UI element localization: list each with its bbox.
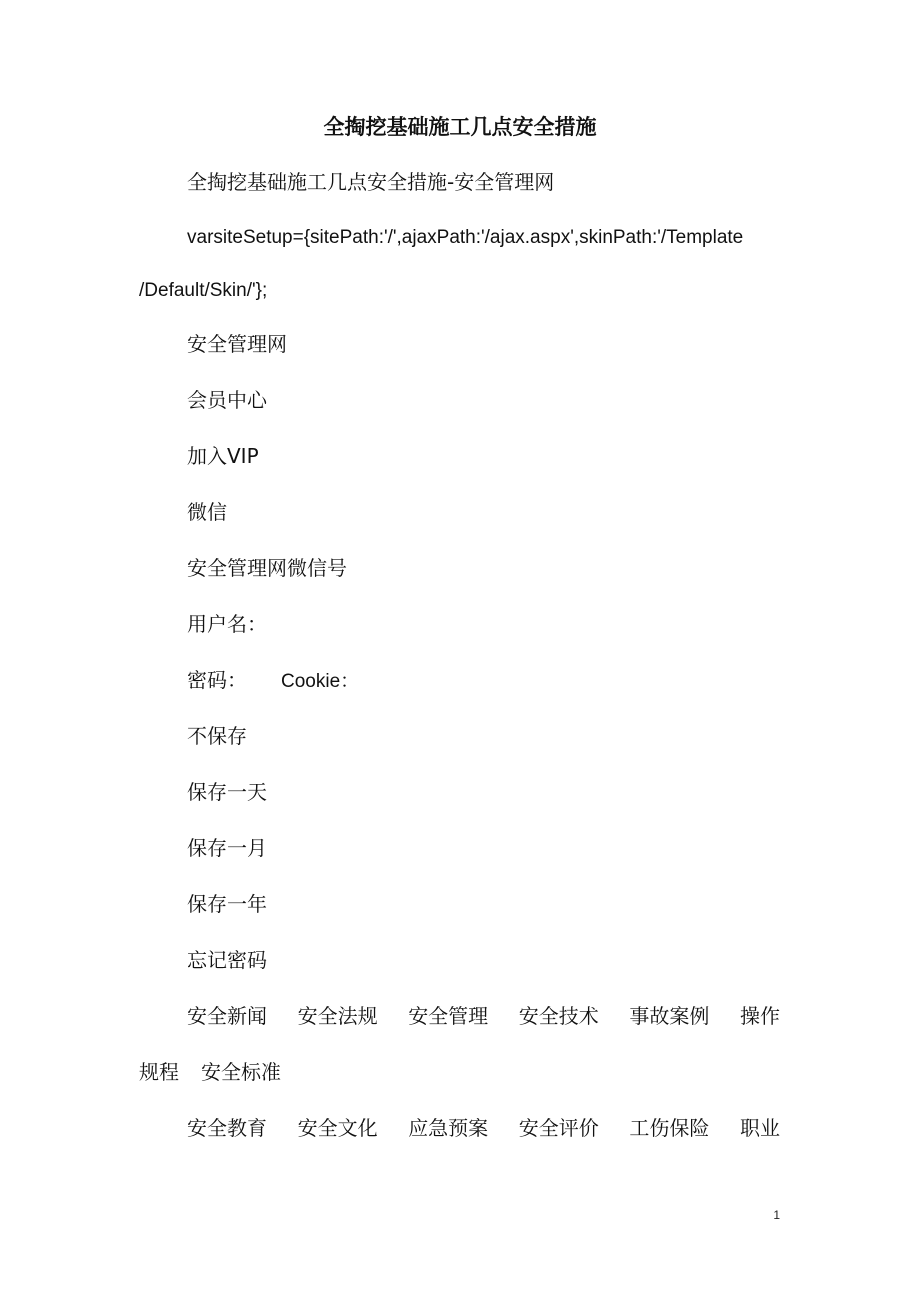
nav-item-work-injury-insurance[interactable]: 工伤保险	[629, 1116, 710, 1140]
page-title: 全掏挖基础施工几点安全措施	[323, 115, 597, 139]
nav-row-1	[187, 1001, 780, 1031]
cookie-label: Cookie：	[281, 671, 360, 692]
wechat-account-text: 安全管理网微信号	[187, 556, 347, 580]
page-number: 1	[773, 1208, 780, 1222]
nav-item-safety-news[interactable]: 安全新闻	[187, 1004, 267, 1028]
cookie-option-none[interactable]: 不保存	[187, 724, 247, 748]
nav-item-safety-evaluation[interactable]: 安全评价	[518, 1116, 599, 1140]
nav-item-safety-technology[interactable]: 安全技术	[518, 1004, 599, 1028]
cookie-option-day[interactable]: 保存一天	[187, 780, 267, 804]
member-center-link[interactable]: 会员中心	[187, 388, 267, 412]
wechat-link[interactable]: 微信	[187, 500, 227, 524]
site-name-link[interactable]: 安全管理网	[187, 332, 287, 356]
nav-item-occupational[interactable]: 职业	[739, 1116, 780, 1140]
cookie-option-year[interactable]: 保存一年	[187, 892, 267, 916]
nav-item-emergency-plan[interactable]: 应急预案	[408, 1116, 489, 1140]
nav-row-2	[187, 1113, 780, 1143]
cookie-option-month[interactable]: 保存一月	[187, 836, 267, 860]
forgot-password-link[interactable]: 忘记密码	[187, 948, 267, 972]
nav-row-1-continued	[139, 1057, 281, 1087]
subtitle: 全掏挖基础施工几点安全措施-安全管理网	[187, 170, 555, 194]
nav-item-accident-cases[interactable]: 事故案例	[629, 1004, 710, 1028]
username-label: 用户名：	[187, 612, 267, 636]
nav-item-operation-part-2[interactable]: 规程	[139, 1060, 179, 1084]
password-cookie-row	[187, 665, 359, 697]
password-label: 密码：	[187, 668, 247, 692]
nav-item-safety-education[interactable]: 安全教育	[187, 1116, 267, 1140]
nav-item-safety-culture[interactable]: 安全文化	[297, 1116, 378, 1140]
join-vip-link[interactable]: 加入VIP	[187, 444, 259, 468]
nav-item-safety-management[interactable]: 安全管理	[408, 1004, 489, 1028]
nav-item-operation-part-1[interactable]: 操作	[739, 1004, 780, 1028]
nav-item-safety-standard[interactable]: 安全标准	[201, 1060, 281, 1084]
script-line-1: varsiteSetup={sitePath:'/',ajaxPath:'/ajax.aspx',skinPath:'/Template	[187, 227, 744, 248]
script-line-2: /Default/Skin/'};	[139, 280, 268, 301]
nav-item-safety-law[interactable]: 安全法规	[297, 1004, 378, 1028]
